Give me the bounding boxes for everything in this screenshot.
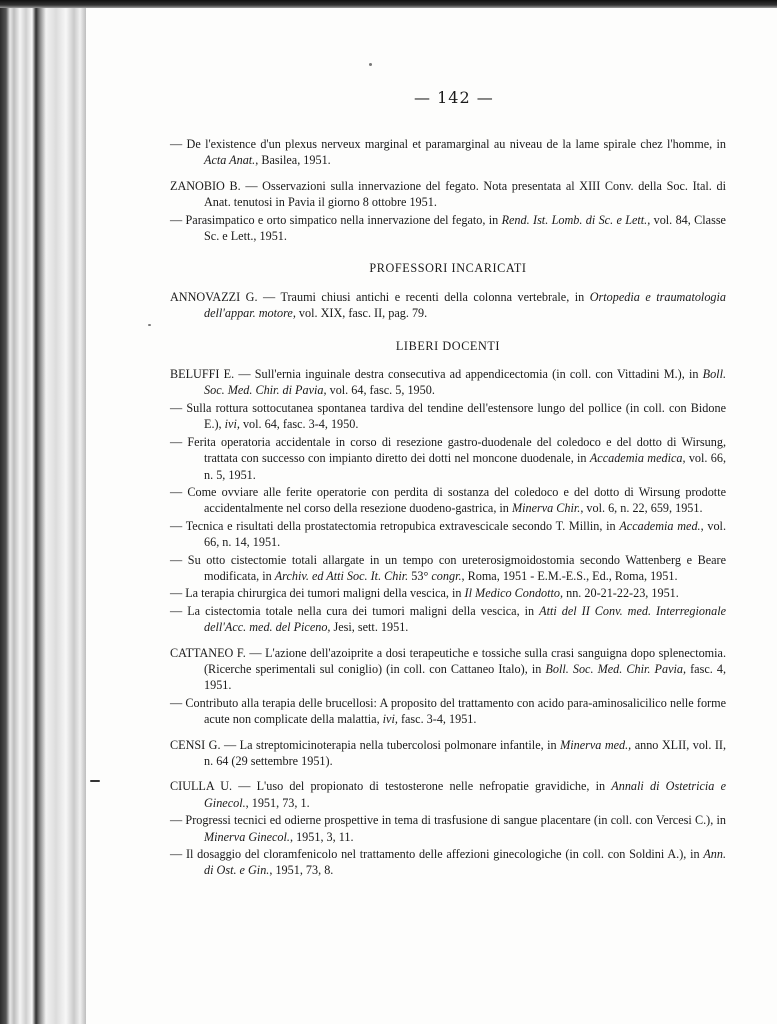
entry-source-title: Annali di Ostetricia e Ginecol. xyxy=(204,779,726,810)
entry-source-title: Minerva Ginecol. xyxy=(204,829,290,844)
bibliography-entry xyxy=(170,552,726,585)
scan-top-edge xyxy=(0,0,777,8)
entry-text: — Sulla rottura sottocutanea spontanea tardiva del tendine dell'estensore lungo del pollice (in coll. con Bidone E.), xyxy=(170,400,726,432)
entry-source-title: Accademia medica, xyxy=(589,451,686,466)
entry-text: — La terapia chirurgica dei tumori maligni della vescica, in xyxy=(170,586,465,601)
bibliography-entry xyxy=(170,737,726,770)
entry-text: vol. 66, n. 5, 1951. xyxy=(204,451,726,482)
entry-source-title: Atti del II Conv. med. Interregionale dell'Acc. med. del Piceno, xyxy=(204,603,726,635)
page-number: — 142 — xyxy=(414,88,494,107)
entry-source-title: Minerva Chir. xyxy=(511,501,581,516)
entry-text: fasc. 3-4, 1951. xyxy=(397,712,477,727)
bibliography-entry xyxy=(170,778,726,811)
section-heading: PROFESSORI INCARICATI xyxy=(369,261,527,276)
bibliography-entry xyxy=(170,289,726,322)
entry-text: ZANOBIO B. — Osservazioni sulla innervazione del fegato. Nota presentata al XIII Conv. della Soc. Ital. di Anat. tenutosi in Pavia il giorno 8 ottobre 1951. xyxy=(170,178,726,210)
bibliography-entry xyxy=(170,434,726,483)
book-binding xyxy=(0,0,86,1024)
bibliography-entry xyxy=(170,812,726,845)
entry-text: , Basilea, 1951. xyxy=(255,153,331,168)
bibliography-entry xyxy=(170,178,726,211)
bibliography-entry xyxy=(170,400,726,433)
bibliography-entry xyxy=(170,136,726,169)
entry-text: BELUFFI E. — Sull'ernia inguinale destra consecutiva ad appendicectomia (in coll. con Vittadini M.), in xyxy=(170,367,703,382)
entry-source-title: Rend. Ist. Lomb. di Sc. e Lett. xyxy=(501,212,648,227)
bibliography-entry xyxy=(170,585,726,601)
bibliography-entry xyxy=(170,695,726,728)
entry-source-title: ivi, xyxy=(224,417,240,432)
entry-text: vol. 64, fasc. 5, 1950. xyxy=(326,383,435,398)
entry-text: vol. XIX, fasc. II, pag. 79. xyxy=(295,306,428,321)
entry-text: , Roma, 1951 - E.M.-E.S., Ed., Roma, 1951. xyxy=(461,568,678,583)
entry-source-title: congr. xyxy=(431,568,462,583)
entry-text: CATTANEO F. — L'azione dell'azoiprite a dosi terapeutiche e tossiche sulla crasi sanguigna dopo splenectomia. (Ricerche sperimentali sul coniglio) (in coll. con Cattaneo Italo), in xyxy=(170,645,726,676)
entry-text: CIULLA U. — L'uso del propionato di testosterone nelle nefropatie gravidiche, in xyxy=(170,779,612,794)
bibliography-entry xyxy=(170,366,726,399)
entry-text: , 1951, 73, 8. xyxy=(269,863,334,878)
bibliography-content xyxy=(170,136,726,879)
entry-text: 53° xyxy=(408,568,432,583)
bibliography-entry xyxy=(170,518,726,551)
bibliography-entry xyxy=(170,846,726,879)
entry-source-title: Il Medico Condotto, xyxy=(464,586,564,601)
entry-text: vol. 64, fasc. 3-4, 1950. xyxy=(239,417,359,432)
bibliography-entry xyxy=(170,645,726,694)
bibliography-entry xyxy=(170,603,726,636)
entry-text: — Come ovviare alle ferite operatorie con perdita di sostanza del coledoco e del dotto di Wirsung prodotte accidentalmente nel corso della resezione duodeno-gastrica, in xyxy=(170,484,726,516)
entry-source-title: Ortopedia e traumatologia dell'appar. motore, xyxy=(204,289,726,321)
entry-source-title: Ann. di Ost. e Gin. xyxy=(204,847,726,878)
entry-text: Jesi, sett. 1951. xyxy=(330,620,409,635)
entry-text: , vol. 6, n. 22, 659, 1951. xyxy=(580,501,703,516)
section-heading: LIBERI DOCENTI xyxy=(395,338,501,353)
entry-text: — Contributo alla terapia delle brucellosi: A proposito del trattamento con acido para-aminosalicilico nelle forme acute non complicate della malattia, xyxy=(170,695,726,727)
entry-source-title: Boll. Soc. Med. Chir. Pavia, xyxy=(545,661,687,676)
entry-text: — La cistectomia totale nella cura dei tumori maligni della vescica, in xyxy=(170,603,540,618)
entry-text: , vol. 66, n. 14, 1951. xyxy=(204,518,726,550)
entry-source-title: Acta Anat. xyxy=(204,153,256,168)
entry-source-title: Minerva med., xyxy=(560,737,632,752)
entry-source-title: ivi, xyxy=(382,712,398,727)
entry-text: nn. 20-21-22-23, 1951. xyxy=(563,586,679,601)
bibliography-entry xyxy=(170,484,726,517)
entry-text: CENSI G. — La streptomicinoterapia nella tubercolosi polmonare infantile, in xyxy=(170,737,561,752)
entry-text: — Ferita operatoria accidentale in corso di resezione gastro-duodenale del coledoco e del dotto di Wirsung, trattata con successo con impianto diretto dei dotti nel moncone duodenale, in xyxy=(170,434,726,466)
entry-text: — Parasimpatico e orto simpatico nella innervazione del fegato, in xyxy=(170,212,502,227)
entry-text: ANNOVAZZI G. — Traumi chiusi antichi e recenti della colonna vertebrale, in xyxy=(170,289,590,304)
entry-text: — Progressi tecnici ed odierne prospettive in tema di trasfusione di sangue placentare (in coll. con Vercesi C.), in xyxy=(170,813,726,828)
bibliography-entry xyxy=(170,212,726,245)
entry-source-title: Accademia med. xyxy=(619,518,701,533)
entry-text: — De l'existence d'un plexus nerveux marginal et paramarginal au niveau de la lame spirale chez l'homme, in xyxy=(170,137,726,151)
entry-text: , 1951, 73, 1. xyxy=(245,795,310,810)
entry-source-title: Boll. Soc. Med. Chir. di Pavia, xyxy=(204,367,726,398)
entry-text: — Tecnica e risultati della prostatectomia retropubica extravescicale secondo T. Millin, in xyxy=(170,518,620,533)
entry-text: — Il dosaggio del cloramfenicolo nel trattamento delle affezioni ginecologiche (in coll. con Soldini A.), in xyxy=(170,847,704,862)
entry-text: fasc. 4, 1951. xyxy=(204,661,727,693)
entry-text: , vol. 84, Classe Sc. e Lett., 1951. xyxy=(204,212,726,244)
entry-text: , 1951, 3, 11. xyxy=(289,829,354,844)
entry-source-title: Archiv. ed Atti Soc. It. Chir. xyxy=(274,568,409,583)
entry-text: anno XLII, vol. II, n. 64 (29 settembre 1951). xyxy=(204,737,726,768)
entry-text: — Su otto cistectomie totali allargate in un tempo con ureterosigmoidostomia secondo Wattenberg e Beare modificata, in xyxy=(170,552,726,583)
